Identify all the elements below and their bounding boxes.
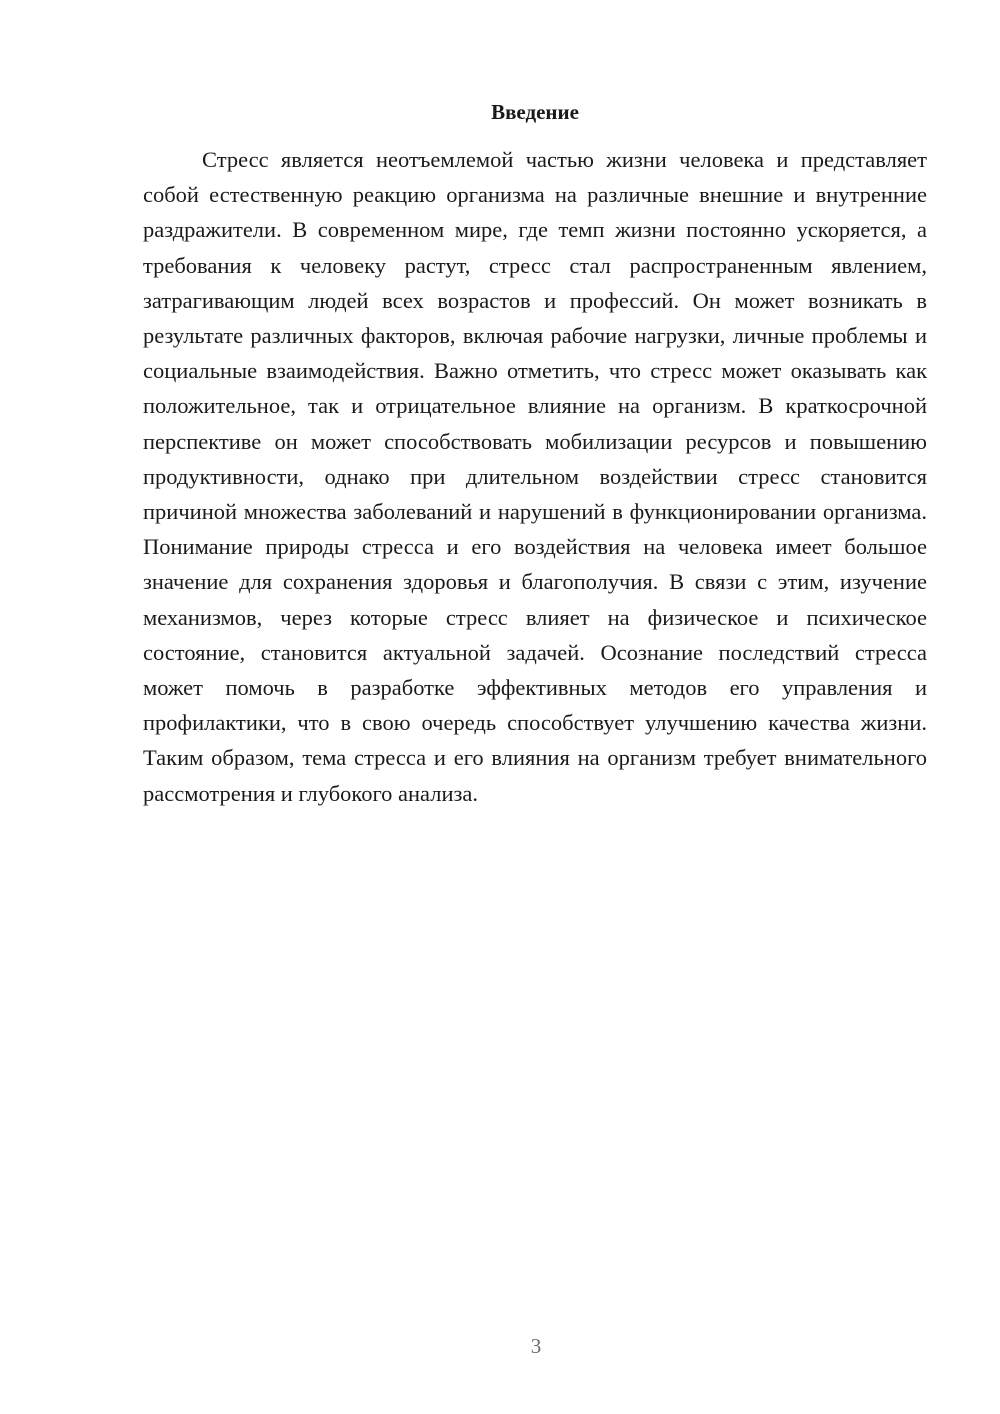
introduction-paragraph: Стресс является неотъемлемой частью жизни человека и представляет собой естественную реакцию организма на различные внешние и внутренние раздражители. В современном мире, где темп жизни постоянно ускоряется, а требования к человеку растут, стресс стал распространенным явлением, затрагивающим людей всех возрастов и профессий. Он может возникать в результате различных факторов, включая рабочие нагрузки, личные проблемы и социальные взаимодействия. Важно отметить, что стресс может оказывать как положительное, так и отрицательное влияние на организм. В краткосрочной перспективе он может способствовать мобилизации ресурсов и повышению продуктивности, однако при длительном воздействии стресс становится причиной множества заболеваний и нарушений в функционировании организма. Понимание природы стресса и его воздействия на человека имеет большое значение для сохранения здоровья и благополучия. В связи с этим, изучение механизмов, через которые стресс влияет на физическое и психическое состояние, становится актуальной задачей. Осознание последствий стресса может помочь в разработке эффективных методов его управления и профилактики, что в свою очередь способствует улучшению качества жизни. Таким образом, тема стресса и его влияния на организм требует внимательного рассмотрения и глубокого анализа. bbox=[143, 147, 927, 806]
section-heading: Введение bbox=[491, 100, 579, 124]
page-number: 3 bbox=[530, 1334, 542, 1358]
